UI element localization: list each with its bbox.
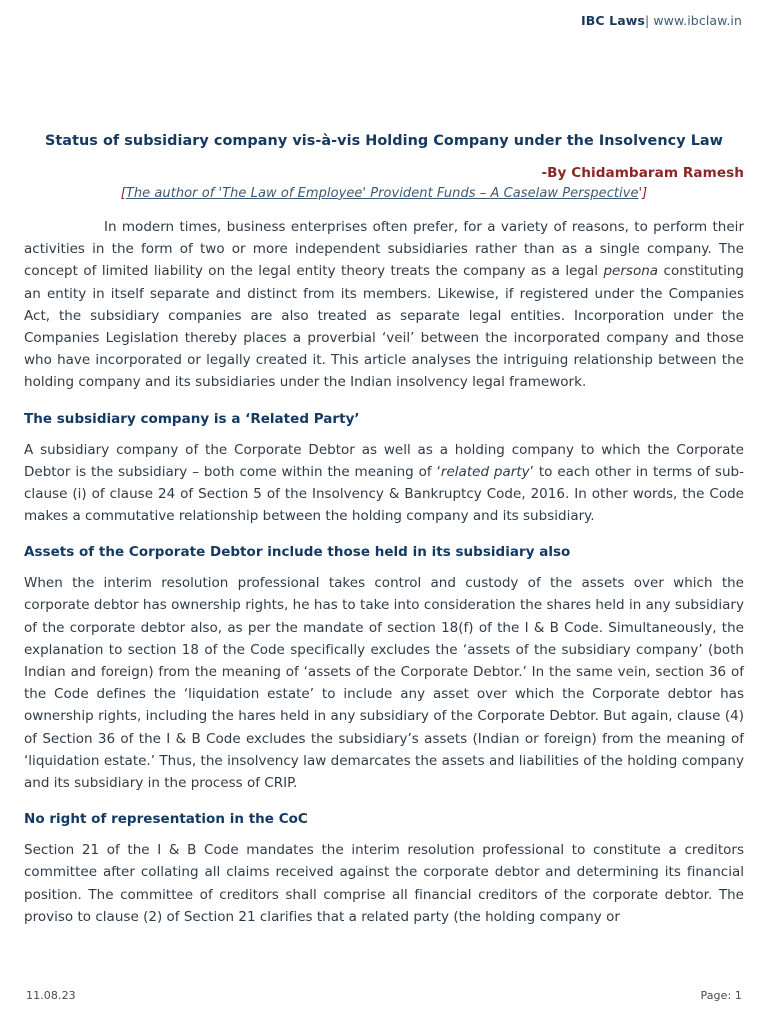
brand-name: IBC Laws [581, 13, 645, 28]
book-link[interactable]: The author of 'The Law of Employee' Provident Funds – A Caselaw Perspective [125, 185, 639, 201]
body-paragraph [24, 439, 744, 528]
body-paragraph [24, 572, 744, 794]
section-heading: The subsidiary company is a ‘Related Party’ [24, 410, 360, 427]
page-title: Status of subsidiary company vis-à-vis Holding Company under the Insolvency Law [44, 133, 724, 149]
footer-page-number: Page: 1 [700, 989, 742, 1002]
open-bracket: [ [120, 185, 126, 201]
section-heading: Assets of the Corporate Debtor include those held in its subsidiary also [24, 544, 571, 561]
document-body [24, 216, 744, 928]
paragraph-text: A subsidiary company of the Corporate Debtor as well as a holding company to which the Corporate Debtor is the subsidiary – both come within the meaning of ‘ [24, 441, 744, 480]
running-header [581, 13, 742, 28]
body-paragraph [24, 216, 744, 394]
paragraph-text: ’ to each other in terms of sub-clause (i) of clause 24 of Section 5 of the Insolvency & Bankruptcy Code, 2016. In other words, the Code makes a commutative relationship between the holding company and its subsidiary. [24, 463, 745, 525]
title-block [24, 132, 744, 201]
author-credential-line [24, 186, 744, 201]
paragraph-text: Section 21 of the I & B Code mandates the interim resolution professional to constitute a creditors committee after collating all claims received against the corporate debtor and determining its financial position. The committee of creditors shall comprise all financial creditors of the corporate debtor. The proviso to clause (2) of Section 21 clarifies that a related party (the holding company or [24, 842, 744, 925]
site-url: | www.ibclaw.in [644, 13, 742, 28]
paragraph-text: constituting an entity in itself separate and distinct from its members. Likewise, if registered under the Companies Act, the subsidiary companies are also treated as separate legal entities. Incorporation under the Companies Legislation thereby places a proverbial ‘veil’ between the incorporated company and those who have incorporated or legally created it. This article analyses the intriguing relationship between the holding company and its subsidiaries under the Indian insolvency legal framework. [24, 263, 744, 391]
paragraph-text: In modern times, business enterprises often prefer, for a variety of reasons, to perform their activities in the form of two or more independent subsidiaries rather than as a single company. The concept of limited liability on the legal entity theory treats the company as a legal [24, 219, 744, 280]
emphasis-text: persona [603, 263, 659, 280]
author-byline: -By Chidambaram Ramesh [541, 164, 744, 181]
close-bracket: '] [638, 185, 648, 201]
section-heading: No right of representation in the CoC [24, 811, 308, 828]
paragraph-text: When the interim resolution professional takes control and custody of the assets over which the corporate debtor has ownership rights, he has to take into consideration the shares held in any subsidiary of the corporate debtor also, as per the mandate of section 18(f) of the I & B Code. Simultaneously, the explanation to section 18 of the Code specifically excludes the ‘assets of the subsidiary company’ (both Indian and foreign) from the meaning of ‘assets of the Corporate Debtor.’ In the same vein, section 36 of the Code defines the ‘liquidation estate’ to include any asset over which the Corporate debtor has ownership rights, including the hares held in any subsidiary of the Corporate Debtor. But again, clause (4) of Section 36 of the I & B Code excludes the subsidiary’s assets (Indian or foreign) from the meaning of ‘liquidation estate.’ Thus, the insolvency law demarcates the assets and liabilities of the holding company and its subsidiary in the process of CRIP. [24, 575, 744, 792]
emphasis-text: related party [440, 463, 530, 480]
running-footer [26, 989, 742, 1002]
body-paragraph [24, 839, 744, 928]
footer-date: 11.08.23 [26, 989, 76, 1002]
